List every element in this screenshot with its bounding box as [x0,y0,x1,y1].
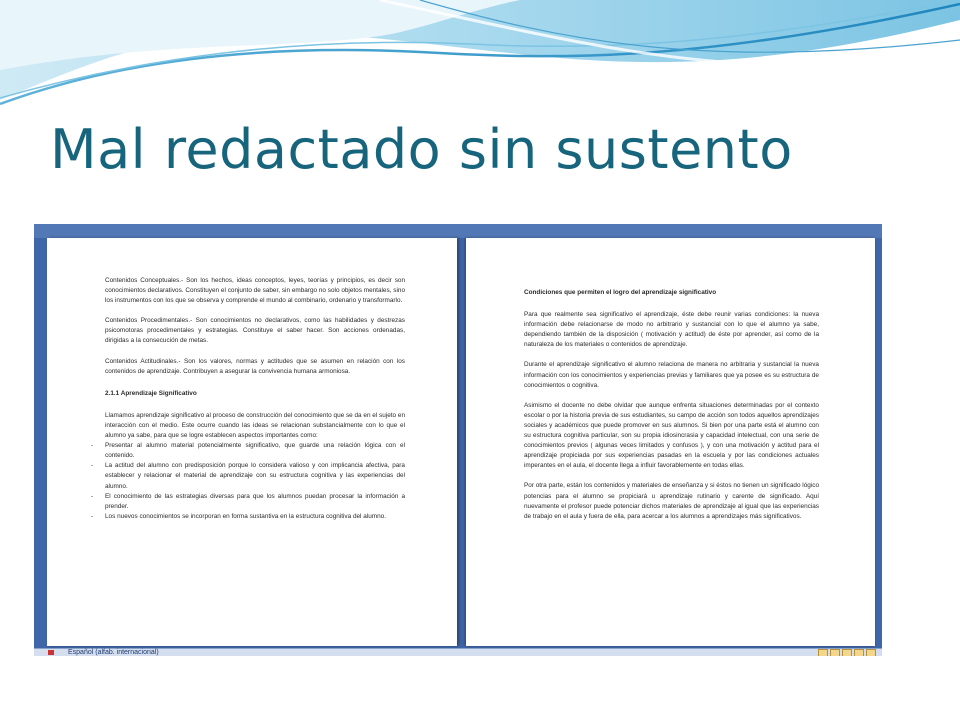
list-item: - Los nuevos conocimientos se incorporan en forma sustantiva en la estructura cognitiva del alumno. [105,512,405,522]
paragraph-durante: Durante el aprendizaje significativo el alumno relaciona de manera no arbitraria y sustancial la nueva información con los conocimientos y experiencias previas y familiares que ya posee es su estructura de conocimientos o cognitiva. [524,361,819,389]
page-left-content [105,276,405,522]
full-screen-icon[interactable] [830,649,840,656]
document-page-right [466,238,875,646]
outline-icon[interactable] [854,649,864,656]
spellcheck-icon[interactable] [48,650,54,655]
paragraph-intro: Llamamos aprendizaje significativo al proceso de construcción del conocimiento que se da en el sujeto en interacción con el medio. Este ocurre cuando las ideas se relacionan substancialmente con lo que el alumno ya sabe, para que se logre establecen aspectos importantes como: [105,411,405,440]
paragraph-contenidos-conceptuales: Contenidos Conceptuales.- Son los hechos, ideas conceptos, leyes, teorías y principios, es decir son conocimientos declarativos. Constituyen el conjunto de saber, sin embargo no solo objetos mentales, sino los instrumentos con los que se observa y comprende el mundo al combinario, ordenario y transformarlo. [105,277,405,305]
draft-icon[interactable] [866,649,876,656]
slide-title: Mal redactado sin sustento [50,118,793,181]
paragraph-asimismo: Asimismo el docente no debe olvidar que aunque enfrenta situaciones determinadas por el contexto escolar o por la historia previa de sus estudiantes, su campo de acción son todos aquellos aprendizajes sociales y académicos que puede promover en sus alumnos. Si bien por una parte está el alumno con su estructura cognitiva particular, son su propia idiosincrasia y capacidad intelectual, con una serie de conocimientos previos ( algunas veces limitados y confusos ), y con una motivación y actitud para el aprendizaje propiciada por sus experiencias pasadas en la escuela y por las condiciones actuales imperantes en el aula, el docente llega a influir favorablemente en todas ellas. [524,401,819,470]
paragraph-contenidos-procedimentales: Contenidos Procedimentales.- Son conocimientos no declarativos, como las habilidades y destrezas psicomotoras procedimentales y estrategias. Constituye el saber hacer. Son acciones ordenadas, dirigidas a la consecución de metas. [105,317,405,345]
print-layout-icon[interactable] [818,649,828,656]
status-bar [34,648,882,656]
document-page-left [47,238,457,646]
web-layout-icon[interactable] [842,649,852,656]
word-document-screenshot [34,224,882,656]
list-item: - El conocimiento de las estrategias diversas para que los alumnos puedan procesar la información a prender. [105,492,405,512]
list-item: - La actitud del alumno con predisposición porque lo considera valioso y con implicancia afectiva, para establecer y relacionar el material de aprendizaje con su estructura cognitiva y las experiencias del alumno. [105,461,405,491]
paragraph-por-otra-parte: Por otra parte, están los contenidos y materiales de enseñanza y si éstos no tienen un significado lógico potencias para el alumno se propiciará u aprendizaje rutinario y carente de significado. Aquí nuevamente el profesor puede potenciar dichos materiales de aprendizaje al igual que las experiencias de trabajo en el aula y fuera de ella, para acercar a los alumnos a aprendizajes más significativos. [524,482,819,520]
paragraph-contenidos-actitudinales: Contenidos Actitudinales.- Son los valores, normas y actitudes que se asumen en relación con los contenidos de aprendizaje. Contribuyen a asegurar la convivencia humana armoniosa. [105,357,405,375]
page-right-content [524,288,819,532]
language-indicator[interactable]: Español (alfab. internacional) [68,649,159,656]
bullet-list [105,441,405,522]
decorative-wave-header [0,0,960,120]
paragraph-condiciones: Para que realmente sea significativo el aprendizaje, éste debe reunir varias condiciones: la nueva información debe relacionarse de modo no arbitrario y sustancial con lo que el alumno ya sabe, dependiendo también de la disposición ( motivación y actitud) de éste por aprender, así como de la naturaleza de los materiales o contenidos de aprendizaje. [524,311,819,349]
section-heading-aprendizaje: 2.1.1 Aprendizaje Significativo [105,389,197,397]
list-item: - Presentar al alumno material potencialmente significativo, que guarde una relación lógica con el contenido. [105,441,405,461]
section-heading-condiciones: Condiciones que permiten el logro del aprendizaje significativo [524,289,717,296]
window-top-band [34,224,882,238]
